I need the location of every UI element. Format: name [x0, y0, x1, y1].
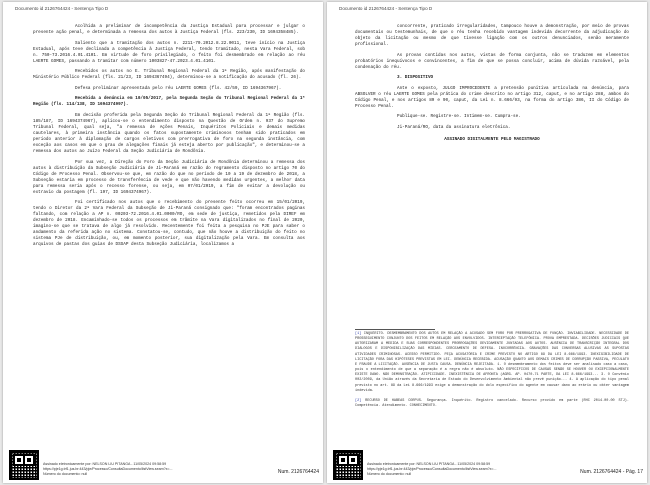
paragraph: As provas contidas nos autos, vistas de forma conjunta, não se traduzem em elementos probatórios inequívocos e convincentes, a fim de que se possa concluir, acima de dúvida razoável, pela condenação do réu. [355, 52, 629, 70]
paragraph: Recebidos os autos no E. Tribunal Regional Federal da 1ª Região, após manifestação do Ministério Público Federal (fls. 21/23, ID 1694367494), determinou-se a notificação do acusado (fl. 26). [33, 69, 305, 81]
footnote-text: RECURSO DE HABEAS CORPUS. Segurança. Inquérito. Registro cancelado. Recurso provido em parte (RHC 2014.00.00 STJ). Competência. Atendimento. CONHECIMENTO. [355, 398, 629, 409]
paragraph: Defesa preliminar apresentada pelo réu LAERTE GOMES (fls. 42/59, ID 1694367967). [75, 85, 282, 91]
signature-footer: Assinado eletronicamente por: NELSON LIU PITANGA - 11/05/2024 09:58:59 https://pje1g.trf1.jus.br:443/pje/Processo/ConsultaDocumento/listView.seam?x=... Número do documento: null [43, 462, 173, 476]
paragraph: Acolhida a preliminar de incompetência da Justiça Estadual para processar e julgar o presente ação penal, e determinada a remessa dos autos à Justiça Federal (fls. 223/230, ID 1694358485). [33, 24, 305, 35]
document-body [33, 24, 305, 253]
document-header: Documento id 2126764424 - Sentença Tipo D [339, 6, 433, 11]
footnote-divider [355, 329, 435, 330]
paragraph: Recebida a denúncia em 10/05/2017, pela Segunda Seção do Tribunal Regional Federal da 1ª Região (fls. 114/138, ID 1694374997). [33, 96, 305, 108]
document-page-left [3, 2, 323, 483]
paragraph: Saliento que a tramitação dos autos n. 2211-70.2012.8.22.0011, teve início na Justiça Estadual, após teve declinada a competência à Justiça Federal, tendo tramitado, nesta Vara Federal, sob n. 750-73.2016.4.01.4101. Em virtude de foro privilegiado, o feito foi desmembrado em relação ao réu LAERTE GOMES, passando a tramitar com número 1003827-47.2023.4.01.4101. [33, 40, 305, 64]
paragraph: Ji-Paraná/RO, data da assinatura eletrônica. [397, 124, 511, 130]
footnotes [355, 332, 629, 414]
qr-code-icon [9, 450, 39, 480]
footnote-ref-link[interactable]: [1] [355, 332, 362, 336]
document-header: Documento id 2126764424 - Sentença Tipo D [15, 6, 109, 11]
qr-code-icon [333, 450, 363, 480]
document-body [355, 24, 629, 143]
paragraph: Em decisão proferida pela Segunda Seção do Tribunal Regional Federal da 1ª Região (fls. 185/187, ID 1694374967), aplicou-se o entendimento disposto na Questão de Ordem n. 937 do Supremo Tribunal Federal, qual seja, "a remessa de Ações Penais, Inquéritos Policiais e demais medidas cautelares, à primeira instância quando os fatos supostamente criminosos tenham sido praticados em período anterior à diplomação de cargos eletivos com prerrogativa de foro na segunda instância, com exceção aos casos em que o grau de alegações finais já esteja aberto por publicação", e determinou-se a remessa dos autos ao Juízo Federal da Seção Judiciária de Rondônia. [33, 112, 305, 154]
document-page-right [327, 2, 647, 483]
paragraph: Foi certificado nos autos que o recebimento do presente feito ocorreu em 15/01/2019, tendo o Diretor da 2ª Vara Federal da Subseção de Ji-Paraná consignado que: "foram encontrados paginas faltando, com relação a AP n. 00203-72.2016.4.01.0000/RO, em sede de justiça, remetidos pela DIREF em dezembro de 2018. Encaminhado-se todos os processos em trâmite na Vara digitalizados no final de 2020, imagino-se que se tratava de algo já resolvido. Recentemente foi feita a pesquisa no PJE para saber o andamento da referida ação no sistema. Constatou-se, contudo, que não houve a distribuição do feito no sistema PJe de distribuição, ou, em momento posterior, sua digitalização pela Vara. Em consulta aos arquivos de pastas dos guias de DSSAP desta Subseção Judiciária, localizamos a [33, 200, 305, 248]
paragraph: Publique-se. Registre-se. Intimem-se. Cumpra-se. [397, 114, 521, 120]
paragraph: Ante o exposto, JULGO IMPROCEDENTE a pretensão punitiva articulada na denúncia, para ABSOLVER o réu LAERTE GOMES pela prática do crime descrito no artigo 312, caput, e no artigo 288, ambos do Código Penal, e nos artigos 89 e 90, caput, da Lei n. 8.666/93, na forma do artigo 386, II do Código de Processo Penal. [355, 85, 629, 109]
footnote-ref-link[interactable]: [2] [355, 398, 362, 403]
footnote [355, 332, 629, 394]
section-title: 3. DISPOSITIVO [397, 75, 434, 81]
paragraph: concorrente, praticado irregularidades, tampouco houve a demonstração, por meio de provas documentais ou testemunhais, de que o réu tenha recebido vantagem indevida decorrente da adjudicação do objeto da licitação ou mesmo de que tivesse ligação com os outros denunciados, senão meramente profissional. [355, 24, 629, 47]
document-number: Num. 2126764424 - Pág. 17 [580, 469, 643, 475]
document-number: Num. 2126764424 [277, 469, 319, 475]
footnote [355, 399, 629, 409]
paragraph: Por sua vez, a Direção do Foro da Seção Judiciária de Rondônia determinou a remessa dos autos à distribuição da Subseção Judiciária de Ji-Paraná em razão do regramento disposto no artigo 70 do Código de Processo Penal. Observou-se que, em razão do que no período de 10 a 19 de dezembro de 2018, a Subseção estaria em processo de transferência de vede e que não havendo medidas urgentes, a melhor data para remessa seria após o recesso forense, ou seja, em 07/01/2019, a fim de evitar a devolução ou extravio da postagem (fl. 197, ID 1694374967). [33, 159, 305, 195]
signature-line: ASSINADO DIGITALMENTE PELO MAGISTRADO [444, 136, 540, 142]
footnote-text: INQUÉRITO. DESMEMBRAMENTO DOS AUTOS EM RELAÇÃO A ACUSADO SEM FORO POR PRERROGATIVA DE FUNÇÃO. INVIABILIDADE. NECESSIDADE DE PROSSEGUIMENTO CONJUNTO DOS FEITOS EM RELAÇÃO AOS ENVOLVIDOS. INTERCEPTAÇÃO TELEFÔNICA. PROVA EMPRESTADA. DECISÕES JUDICIAIS QUE AUTORIZARAM A MEDIDA E SUAS CORRESPONDENTES PRORROGAÇÕES DEVIDAMENTE JUNTADAS AOS AUTOS. AUSÊNCIA DE TRANSCRIÇÃO INTEGRAL DOS DIÁLOGOS E DISPONIBILIZAÇÃO DAS MÍDIAS. CERCEAMENTO DE DEFESA. INOCORRÊNCIA. GRAVAÇÕES DAS CONVERSAS ALUSIVAS ÀS SUPOSTAS ATIVIDADES CRIMINOSAS. ACESSO PERMITIDO. PEÇA ACUSATÓRIA E CRIME PREVISTO NO ARTIGO 89 DA LEI 8.666/1993. INEXIGIBILIDADE DE LICITAÇÃO FORA DAS HIPÓTESES PREVISTAS EM LEI. DENÚNCIA RECEBIDA. ACUSAÇÃO QUANTO AOS DEMAIS CRIMES DE CORRUPÇÃO PASSIVA, PECULATO E FRAUDE À LICITAÇÃO. AUSÊNCIA DE JUSTA CAUSA. DENÚNCIA REJEITADA. 1. O desmembramento dos feitos deve ser analisado caso a caso, pois o entendimento de que a separação é a regra não é absoluto. NÃO ESPECÍFICOS DE CAUSAS SENÃO SE HOUVER OU EXCEPCIONALMENTE EXISTE DANO. NÃO DEMONSTRAÇÃO. ATIPICIDADE. INEXISTÊNCIA DE AFRONTA (AGRG. AP. 0470-71 PARTE, DA LEI 8.666/1993... 3. O Convênio 002/2009, da União através da Secretaria de Estado do Desenvolvimento Ambiental não prevê punição... 4. A aplicação do tipo penal previsto no art. 89 da Lei 8.666/1993 exige a demonstração do dolo específico do agente em causar dano ao erário ou obter vantagem indevida. [355, 332, 629, 393]
signature-footer: Assinado eletronicamente por: NELSON LIU PITANGA - 11/05/2024 09:58:59 https://pje1g.trf1.jus.br:443/pje/Processo/ConsultaDocumento/listView.seam?x=... Número do documento: null [367, 462, 497, 476]
